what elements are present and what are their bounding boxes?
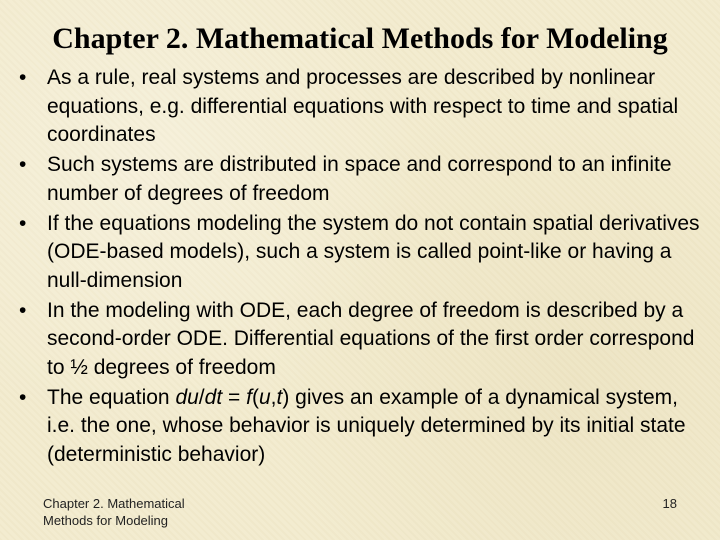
bullet-text: Such systems are distributed in space and correspond to an infinite number of degrees of freedom <box>47 153 672 205</box>
bullet-item <box>18 297 708 383</box>
bullet-icon: • <box>19 385 27 409</box>
bullet-text: In the modeling with ODE, each degree of freedom is described by a second-order ODE. Differential equations of the first order correspond to ½ degrees of freedom <box>47 298 695 379</box>
equation <box>175 386 289 409</box>
bullet-list <box>18 64 708 471</box>
page-number: 18 <box>662 496 677 511</box>
bullet-text <box>47 386 686 466</box>
bullet-suffix: gives an example of a dynamical system, i.e. the one, whose behavior is uniquely determined by its initial state (deterministic behavior) <box>47 385 686 466</box>
equation-part: / <box>198 385 205 409</box>
equation-part: t <box>276 385 283 409</box>
equation-part: f <box>246 385 252 409</box>
bullet-icon: • <box>19 153 27 176</box>
equation-part: u <box>258 385 271 409</box>
equation-part: ) <box>282 385 290 409</box>
slide-title: Chapter 2. Mathematical Methods for Modeling <box>52 22 668 55</box>
equation-part: , <box>270 385 277 409</box>
bullet-item <box>18 151 708 208</box>
bullet-text: As a rule, real systems and processes are described by nonlinear equations, e.g. differential equations with respect to time and spatial coordinates <box>47 66 679 146</box>
bullet-item <box>18 210 708 296</box>
equation-part: dt <box>204 385 223 409</box>
footer-chapter-label: Chapter 2. Mathematical Methods for Modeling <box>43 496 185 528</box>
bullet-text: If the equations modeling the system do not contain spatial derivatives (ODE-based models), such a system is called point-like or having a null-dimension <box>47 211 700 292</box>
bullet-item <box>18 64 708 150</box>
bullet-icon: • <box>19 211 27 235</box>
equation-part: du <box>175 385 199 409</box>
equation-part: ( <box>251 385 259 409</box>
equation-part: = <box>222 385 247 409</box>
bullet-icon: • <box>19 66 27 89</box>
bullet-item <box>18 384 708 470</box>
bullet-icon: • <box>19 298 27 322</box>
bullet-prefix: The equation <box>47 385 176 409</box>
